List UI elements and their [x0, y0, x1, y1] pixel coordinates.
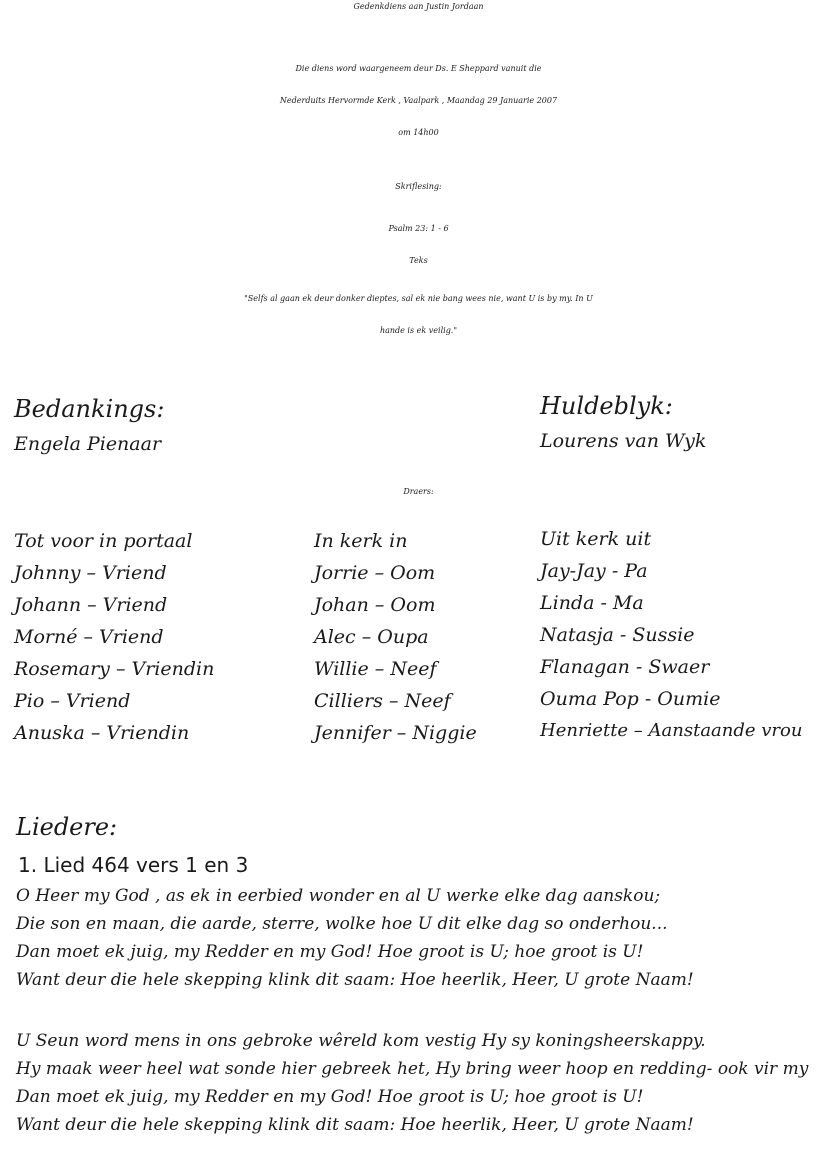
- list-item: Jay-Jay - Pa: [540, 560, 648, 582]
- list-item: Henriette – Aanstaande vrou: [540, 720, 803, 741]
- list-item: Morné – Vriend: [14, 626, 164, 648]
- intro-line-2: Nederduits Hervormde Kerk , Vaalpark , Maandag 29 Januarie 2007: [279, 96, 558, 105]
- list-item: Pio – Vriend: [14, 690, 131, 712]
- skriflesing-heading: Skriflesing:: [395, 182, 442, 191]
- song-line: Dan moet ek juig, my Redder en my God! Hoe groot is U; hoe groot is U!: [16, 1087, 644, 1107]
- list-item: Jennifer – Niggie: [314, 722, 477, 744]
- song-line: Want deur die hele skepping klink dit saam: Hoe heerlik, Heer, U grote Naam!: [16, 970, 694, 990]
- list-item: Cilliers – Neef: [314, 690, 451, 712]
- list-item: Johnny – Vriend: [14, 562, 167, 584]
- intro-line-3: om 14h00: [398, 128, 439, 137]
- list-item: Rosemary – Vriendin: [14, 658, 215, 680]
- song-line: Dan moet ek juig, my Redder en my God! Hoe groot is U; hoe groot is U!: [16, 942, 644, 962]
- list-item: Natasja - Sussie: [540, 624, 695, 646]
- scripture-reference: Psalm 23: 1 - 6: [388, 224, 449, 233]
- list-item: Alec – Oupa: [314, 626, 429, 648]
- list-item: Johan – Oom: [314, 594, 436, 616]
- list-item: Ouma Pop - Oumie: [540, 688, 721, 710]
- song-line: O Heer my God , as ek in eerbied wonder en al U werke elke dag aanskou;: [16, 886, 661, 906]
- list-item: Johann – Vriend: [14, 594, 168, 616]
- teks-heading: Teks: [409, 256, 428, 265]
- huldeblyk-heading: Huldeblyk:: [540, 392, 673, 420]
- draers-col3-header: Uit kerk uit: [540, 528, 652, 550]
- song-line: Die son en maan, die aarde, sterre, wolke hoe U dit elke dag so onderhou...: [16, 914, 668, 934]
- huldeblyk-name: Lourens van Wyk: [540, 430, 707, 452]
- quote-line-2: hande is ek veilig.": [379, 326, 458, 335]
- draers-col1-header: Tot voor in portaal: [14, 530, 193, 552]
- list-item: Willie – Neef: [314, 658, 437, 680]
- draers-heading: Draers:: [403, 487, 434, 496]
- intro-line-1: Die diens word waargeneem deur Ds. E Sheppard vanuit die: [295, 64, 542, 73]
- page-title: Gedenkdiens aan Justin Jordaan: [353, 2, 484, 11]
- song-line: U Seun word mens in ons gebroke wêreld kom vestig Hy sy koningsheerskappy.: [16, 1031, 706, 1051]
- song-line: Want deur die hele skepping klink dit saam: Hoe heerlik, Heer, U grote Naam!: [16, 1115, 694, 1135]
- bedankings-heading: Bedankings:: [14, 395, 165, 423]
- list-item: Linda - Ma: [540, 592, 644, 614]
- list-item: Anuska – Vriendin: [14, 722, 190, 744]
- liedere-heading: Liedere:: [16, 813, 118, 841]
- song-line: Hy maak weer heel wat sonde hier gebreek het, Hy bring weer hoop en redding- ook vir my: [16, 1059, 809, 1079]
- list-item: Flanagan - Swaer: [540, 656, 710, 678]
- song-title: 1. Lied 464 vers 1 en 3: [18, 853, 249, 877]
- list-item: Jorrie – Oom: [314, 562, 436, 584]
- bedankings-name: Engela Pienaar: [14, 433, 162, 455]
- draers-col2-header: In kerk in: [314, 530, 408, 552]
- quote-line-1: "Selfs al gaan ek deur donker dieptes, sal ek nie bang wees nie, want U is by my. In U: [244, 294, 593, 303]
